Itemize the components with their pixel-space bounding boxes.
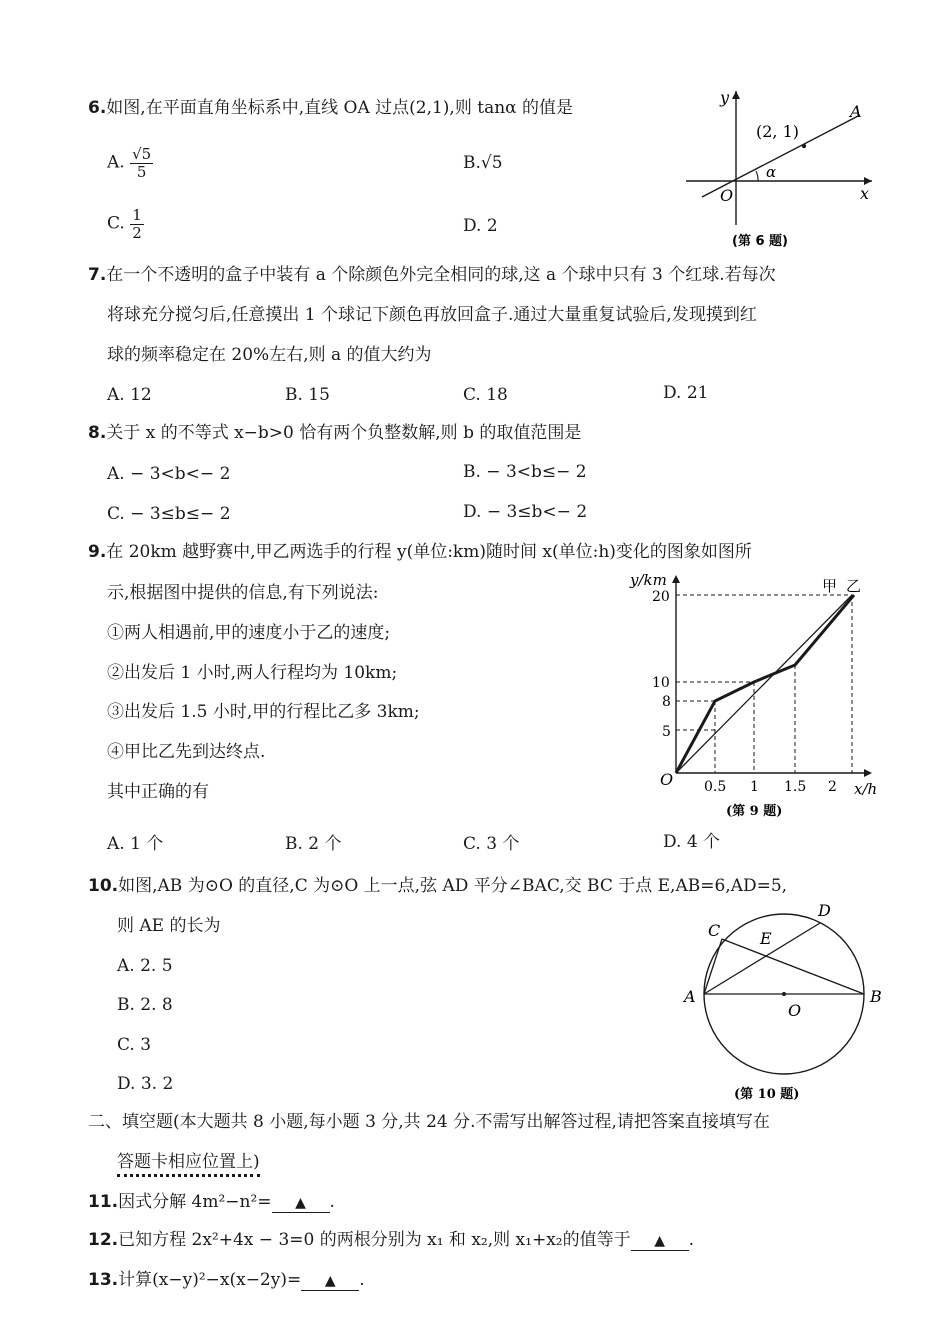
x-tick-1: 1 [750,779,759,795]
label-c: C [708,921,721,940]
question-number: 6. [88,98,107,118]
denominator: 5 [136,162,147,181]
q7-line-3: 球的频率稳定在 20%左右,则 a 的值大约为 [107,345,432,365]
q9-option-a: A. 1 个 [107,834,164,854]
q10-option-b: B. 2. 8 [117,995,173,1015]
denominator: 2 [132,223,142,242]
q11 [88,1192,335,1213]
emphasized-text: 答题卡相应位置上) [117,1152,260,1177]
q10-line-1 [88,876,787,896]
x-axis-arrow [864,769,872,777]
question-number: 9. [88,542,107,562]
q9-line-1 [88,542,752,562]
center-point [782,992,786,996]
y-tick-8: 8 [662,694,671,710]
q8-option-c: C. − 3≤b≤− 2 [107,504,231,524]
q10-line-2: 则 AE 的长为 [117,916,221,936]
q6-stem [88,98,573,118]
q7-option-c: C. 18 [463,385,508,405]
q9-statement-2: ②出发后 1 小时,两人行程均为 10km; [107,663,398,683]
section-2-heading-line-2 [117,1152,260,1172]
y-label: y [720,88,730,107]
y-tick-20: 20 [652,589,670,605]
numerator: 1 [132,206,142,224]
q9-option-b: B. 2 个 [285,834,342,854]
q9-ask: 其中正确的有 [107,782,209,802]
point-2-1 [802,144,806,148]
label-yi: 乙 [846,577,862,595]
y-tick-5: 5 [662,724,671,740]
y-tick-10: 10 [652,675,670,691]
angle-arc [756,171,758,181]
q10-option-d: D. 3. 2 [117,1074,174,1094]
figure-q10-circle [676,898,888,1108]
figure-q9-graph [620,565,890,823]
x-tick-2: 2 [828,779,837,795]
point-a-label: A [850,102,862,121]
point-coordinate-label: (2, 1) [756,122,800,141]
y-axis-arrow [672,575,680,583]
y-axis-label: y/km [630,571,667,589]
q9-option-d: D. 4 个 [663,832,721,852]
question-text: 如图,AB 为⊙O 的直径,C 为⊙O 上一点,弦 AD 平分∠BAC,交 BC 于点 E,AB=6,AD=5, [118,876,788,896]
question-text: 关于 x 的不等式 x−b>0 恰有两个负整数解,则 b 的取值范围是 [106,423,582,443]
q7-line-2: 将球充分搅匀后,任意摸出 1 个球记下颜色再放回盒子.通过大量重复试验后,发现摸到红 [107,305,757,325]
fraction [130,207,144,241]
q12 [88,1230,694,1251]
numerator: √5 [132,145,152,163]
option-label: A. [107,152,125,173]
q9-statement-4: ④甲比乙先到达终点. [107,742,266,762]
triangle-icon: ▲ [324,1273,336,1289]
q6-option-b: B.√5 [463,153,503,173]
label-d: D [818,901,831,920]
question-number: 10. [88,876,119,896]
line-jia [676,595,852,773]
question-text: 已知方程 2x²+4x − 3=0 的两根分别为 x₁ 和 x₂,则 x₁+x₂的值等于 [118,1230,631,1250]
question-text: 在一个不透明的盒子中装有 a 个除颜色外完全相同的球,这 a 个球中只有 3 个红球.若每次 [106,265,776,285]
question-text: 如图,在平面直角坐标系中,直线 OA 过点(2,1),则 tanα 的值是 [106,98,574,118]
q6-option-a [107,146,153,180]
x-axis-label: x/h [854,780,878,798]
q9-statement-1: ①两人相遇前,甲的速度小于乙的速度; [107,623,391,643]
q8-option-b: B. − 3<b≤− 2 [463,462,587,482]
triangle-icon: ▲ [295,1195,306,1211]
answer-blank [301,1270,359,1291]
answer-blank [272,1192,330,1213]
question-number: 12. [88,1230,119,1250]
x-tick-1-5: 1.5 [784,779,807,795]
x-tick-0-5: 0.5 [704,779,727,795]
q9-option-c: C. 3 个 [463,834,520,854]
origin-label: O [720,186,734,205]
option-label: C. [107,213,125,234]
chord-cb [722,939,864,994]
q7-option-b: B. 15 [285,385,330,405]
origin-label: O [660,770,674,789]
q6-option-c [107,207,144,241]
x-label: x [860,184,870,203]
label-e: E [760,929,772,948]
figure-caption: (第 10 题) [734,1087,800,1102]
question-text: 因式分解 4m²−n²= [118,1192,272,1212]
period: . [688,1230,695,1250]
q6-option-d: D. 2 [463,216,498,236]
triangle-icon: ▲ [654,1233,665,1249]
figure-caption: (第 9 题) [726,804,783,819]
figure-q6-coordinate-plane [680,85,880,255]
fraction [130,146,153,180]
question-number: 7. [88,265,107,285]
question-text: 在 20km 越野赛中,甲乙两选手的行程 y(单位:km)随时间 x(单位:h)变化的图象如图所 [106,542,752,562]
question-number: 8. [88,423,107,443]
q9-statement-3: ③出发后 1.5 小时,甲的行程比乙多 3km; [107,702,420,722]
q10-option-c: C. 3 [117,1035,152,1055]
label-a: A [684,987,696,1006]
question-text: 计算(x−y)²−x(x−2y)= [118,1270,302,1290]
answer-blank [631,1230,689,1251]
q7-option-d: D. 21 [663,383,709,403]
q8-option-d: D. − 3≤b<− 2 [463,502,588,522]
label-o: O [788,1001,802,1020]
q8-option-a: A. − 3<b<− 2 [107,464,231,484]
q13 [88,1270,365,1291]
alpha-label: α [766,163,777,181]
period: . [329,1192,335,1212]
period: . [359,1270,365,1290]
q10-option-a: A. 2. 5 [117,956,173,976]
label-jia: 甲 [822,577,838,595]
label-b: B [870,987,882,1006]
y-axis-arrow [732,91,740,99]
question-number: 13. [88,1270,119,1290]
question-number: 11. [88,1192,119,1212]
figure-caption: (第 6 题) [732,234,788,249]
q7-line-1 [88,265,776,285]
section-2-heading: 二、填空题(本大题共 8 小题,每小题 3 分,共 24 分.不需写出解答过程,请把答案直接填写在 [88,1112,770,1132]
q8-stem [88,423,581,443]
chord-ac [704,939,722,994]
q7-option-a: A. 12 [107,385,152,405]
q9-line-2: 示,根据图中提供的信息,有下列说法: [107,583,379,603]
